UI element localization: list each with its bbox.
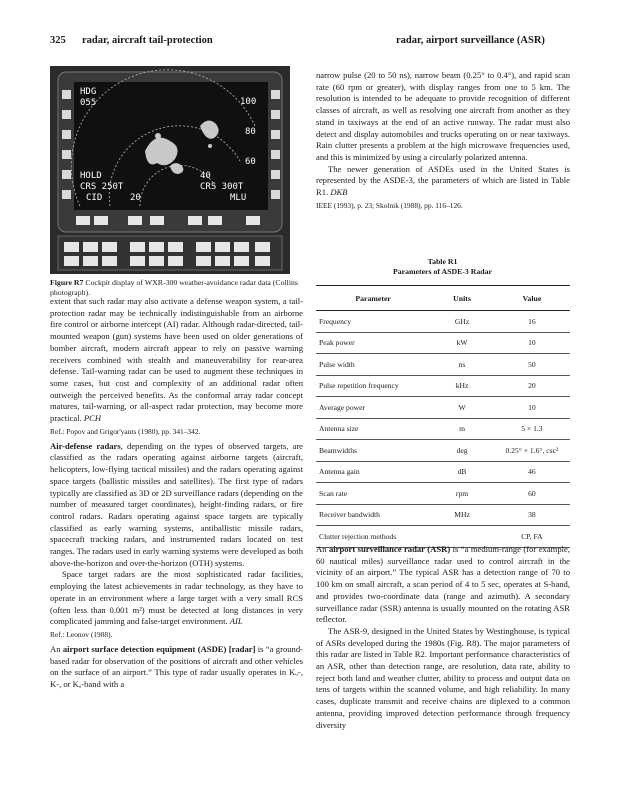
cell-parameter: Average power xyxy=(316,397,430,419)
running-head-left: radar, aircraft tail-protection xyxy=(82,35,213,46)
paragraph-space-target xyxy=(50,569,303,628)
cell-parameter: Clutter rejection methods xyxy=(316,526,430,548)
figure-caption-label: Figure R7 xyxy=(50,278,84,287)
entry-term: Air-defense radars xyxy=(50,440,121,451)
cell-units: GHz xyxy=(430,311,494,333)
readout-range-80: 80 xyxy=(245,127,256,137)
table-row xyxy=(316,311,570,333)
left-column xyxy=(50,296,303,691)
cell-value: 38 xyxy=(494,504,570,526)
author-initials: DKB xyxy=(330,187,348,198)
paragraph-text: is “a ground-based radar for observation of the positions of aircraft and other vehicles on the surface of an airport.” This type of radar usually operates in Kᵤ-, K-, or Kₐ-band with a xyxy=(50,643,304,690)
cell-parameter: Receiver bandwidth xyxy=(316,504,430,526)
readout-cid: CID xyxy=(86,193,103,203)
reference: Ref.: Leonov (1988). xyxy=(50,629,113,639)
cell-units: dB xyxy=(430,461,494,483)
cell-units: rpm xyxy=(430,483,494,505)
paragraph-text: An xyxy=(316,544,329,554)
cell-parameter: Frequency xyxy=(316,311,430,333)
readout-crs-right: CRS 300T xyxy=(200,182,244,192)
cell-parameter: Antenna gain xyxy=(316,461,430,483)
table-row xyxy=(316,440,570,462)
cell-value: 10 xyxy=(494,332,570,354)
reference: IEEE (1993), p. 23; Skolnik (1988), pp. 116–126. xyxy=(316,200,463,210)
table-row xyxy=(316,375,570,397)
cell-value: 50 xyxy=(494,354,570,376)
cell-units: deg xyxy=(430,440,494,462)
cell-units: ns xyxy=(430,354,494,376)
figure-caption-text: Cockpit display of WXR-300 weather-avoidance radar data (Collins photograph). xyxy=(50,278,298,297)
table-header-row xyxy=(316,286,570,311)
paragraph-text: extent that such radar may also activate a defense weapon system, a tail-protection radar may be technically indistinguishable from an airborne fire control or airborne intercept (AI) radar. Although radar-directed, tail-mounted weapon (gun) systems have been used on older generations of bomber aircraft, modern aircraft appear to rely on passive warning receivers combined with stealth and maneuverability for rear-area defense. Tail-warning radar can be used to augment these techniques in some cases, but cost and complexity of an additional radar often outweigh the perceived benefits. As the conformal array radar concept matures, tail-warning, or all-aspect radar protection, may become more practical. xyxy=(50,296,303,424)
table-row xyxy=(316,418,570,440)
readout-range-100: 100 xyxy=(240,97,257,107)
table-title xyxy=(316,257,569,277)
table-number: Table R1 xyxy=(427,257,458,266)
paragraph-asr xyxy=(316,544,570,626)
cell-value: 60 xyxy=(494,483,570,505)
figure-caption xyxy=(50,278,305,298)
readout-mlu: MLU xyxy=(230,193,247,203)
cell-parameter: Scan rate xyxy=(316,483,430,505)
cell-units: kW xyxy=(430,332,494,354)
paragraph-tail-protection xyxy=(50,296,303,425)
cell-value: 0.25° × 1.6°, csc² xyxy=(494,440,570,462)
paragraph-text: , depending on the types of observed targets, are classified as the radars operating against airborne targets (aircraft, helicopters, low-flying tactical missiles) and the radars operating against space targets (ballistic missiles and satellites). The first type of radars typically are classified as 3D or 2D surveillance radars (depending on the number of measured target coordinates), height-finding radars, or fire control radars. Radars operating against space targets are typically classified as early warning systems, antiballistic missile radars, spacecraft tracking radars, and instrumented radars located on test ranges. The radars used in early warning systems were developed as both above-the-horizon and over-the-horizon (OTH) systems. xyxy=(50,440,304,568)
readout-hold: HOLD xyxy=(80,171,102,181)
readout-crs-left: CRS 250T xyxy=(80,182,124,192)
table-row xyxy=(316,461,570,483)
cell-units: kHz xyxy=(430,375,494,397)
cell-value: 5 × 1.3 xyxy=(494,418,570,440)
column-header: Value xyxy=(494,286,570,311)
page-number: 325 xyxy=(50,35,66,46)
cell-parameter: Pulse width xyxy=(316,354,430,376)
right-column-top xyxy=(316,70,570,215)
right-column-bottom xyxy=(316,544,570,731)
table-row xyxy=(316,397,570,419)
entry-term: airport surface detection equipment (ASDE) [radar] xyxy=(62,643,256,654)
cell-value: 46 xyxy=(494,461,570,483)
radar-display-illustration xyxy=(50,66,290,274)
author-initials: PCH xyxy=(83,413,102,424)
paragraph-asde xyxy=(50,644,303,691)
cell-value: 10 xyxy=(494,397,570,419)
cell-parameter: Pulse repetition frequency xyxy=(316,375,430,397)
cell-value: CP, FA xyxy=(494,526,570,548)
running-head-right: radar, airport surveillance (ASR) xyxy=(396,35,545,46)
table-row xyxy=(316,354,570,376)
cell-units: MHz xyxy=(430,504,494,526)
cell-units: W xyxy=(430,397,494,419)
cell-value: 16 xyxy=(494,311,570,333)
paragraph-asde-cont: narrow pulse (20 to 50 ns), narrow beam (0.25° to 0.4°), and rapid scan rate (60 rpm or greater), with display ranges from one to 5 km. The resolution is intended to be adequate to provide recognition of different classes of aircraft, as well as resolving one aircraft from another as they stand in taxiways at the end of an active runway. The radar must also detect and display automobiles and trucks operating on or near taxiways. Rain clutter presents a problem at the high microwave frequencies used, and this is minimized by using a circularly polarized antenna. xyxy=(316,70,570,162)
table-subtitle: Parameters of ASDE-3 Radar xyxy=(393,267,492,276)
parameters-table xyxy=(316,285,570,548)
table-row xyxy=(316,483,570,505)
author-initials: AIL xyxy=(229,616,243,627)
cell-parameter: Beamwidths xyxy=(316,440,430,462)
paragraph-asde3 xyxy=(316,164,570,199)
paragraph-text: is “a medium-range (for example, 60 nautical miles) surveillance radar used to control aircraft in the vicinity of an airport.” The typical ASR has a detection range of 70 to 100 km on small aircraft, a scan period of 4 to 5 sec, operates at S-band, and provides two-coordinate data (range and azimuth). A secondary surveillance radar (SSR) antenna is usually mounted on the rotating ASR reflector. xyxy=(316,544,570,625)
cell-parameter: Antenna size xyxy=(316,418,430,440)
cell-parameter: Peak power xyxy=(316,332,430,354)
readout-hdg: HDG xyxy=(80,87,97,97)
readout-range-40: 40 xyxy=(200,171,211,181)
column-header: Units xyxy=(430,286,494,311)
reference: Ref.: Popov and Grigor'yants (1980), pp. 341–342. xyxy=(50,426,201,436)
paragraph-text: The newer generation of ASDEs used in the United States is represented by the ASDE-3, the parameters of which are listed in Table R1. xyxy=(316,163,570,198)
readout-heading-value: 055 xyxy=(80,98,97,108)
table-row xyxy=(316,332,570,354)
cell-units: m xyxy=(430,418,494,440)
entry-term: airport surveillance radar (ASR) xyxy=(328,544,451,554)
paragraph-asr9: The ASR-9, designed in the United States by Westinghouse, is typical of ASRs developed during the 1980s (Fig. R8). The major parameters of this radar are listed in Table R2. Important performance characteristics of an ASR, other than detection range, are resolution, data rate, ability to reject both land and weather clutter, ability to process and output data on tens of targets within the scanned volume, and high reliability. In many cases, duplicate transmit and receive chains are diplexed to a common antenna, providing improved detection performance through frequency diversity xyxy=(316,625,570,730)
radar-display-photo xyxy=(50,66,290,274)
paragraph-air-defense xyxy=(50,441,303,570)
paragraph-text: An xyxy=(50,643,63,654)
table-row xyxy=(316,504,570,526)
readout-range-60: 60 xyxy=(245,157,256,167)
cell-value: 20 xyxy=(494,375,570,397)
column-header: Parameter xyxy=(316,286,430,311)
readout-range-20: 20 xyxy=(130,193,141,203)
paragraph-text: Space target radars are the most sophisticated radar facilities, employing the latest achievements in radar technology, as they have to operate in an environment where a large target with a very small RCS (often less than 0.001 m²) must be detected at long distances in very complicated jamming and false-target environment. xyxy=(50,569,303,627)
